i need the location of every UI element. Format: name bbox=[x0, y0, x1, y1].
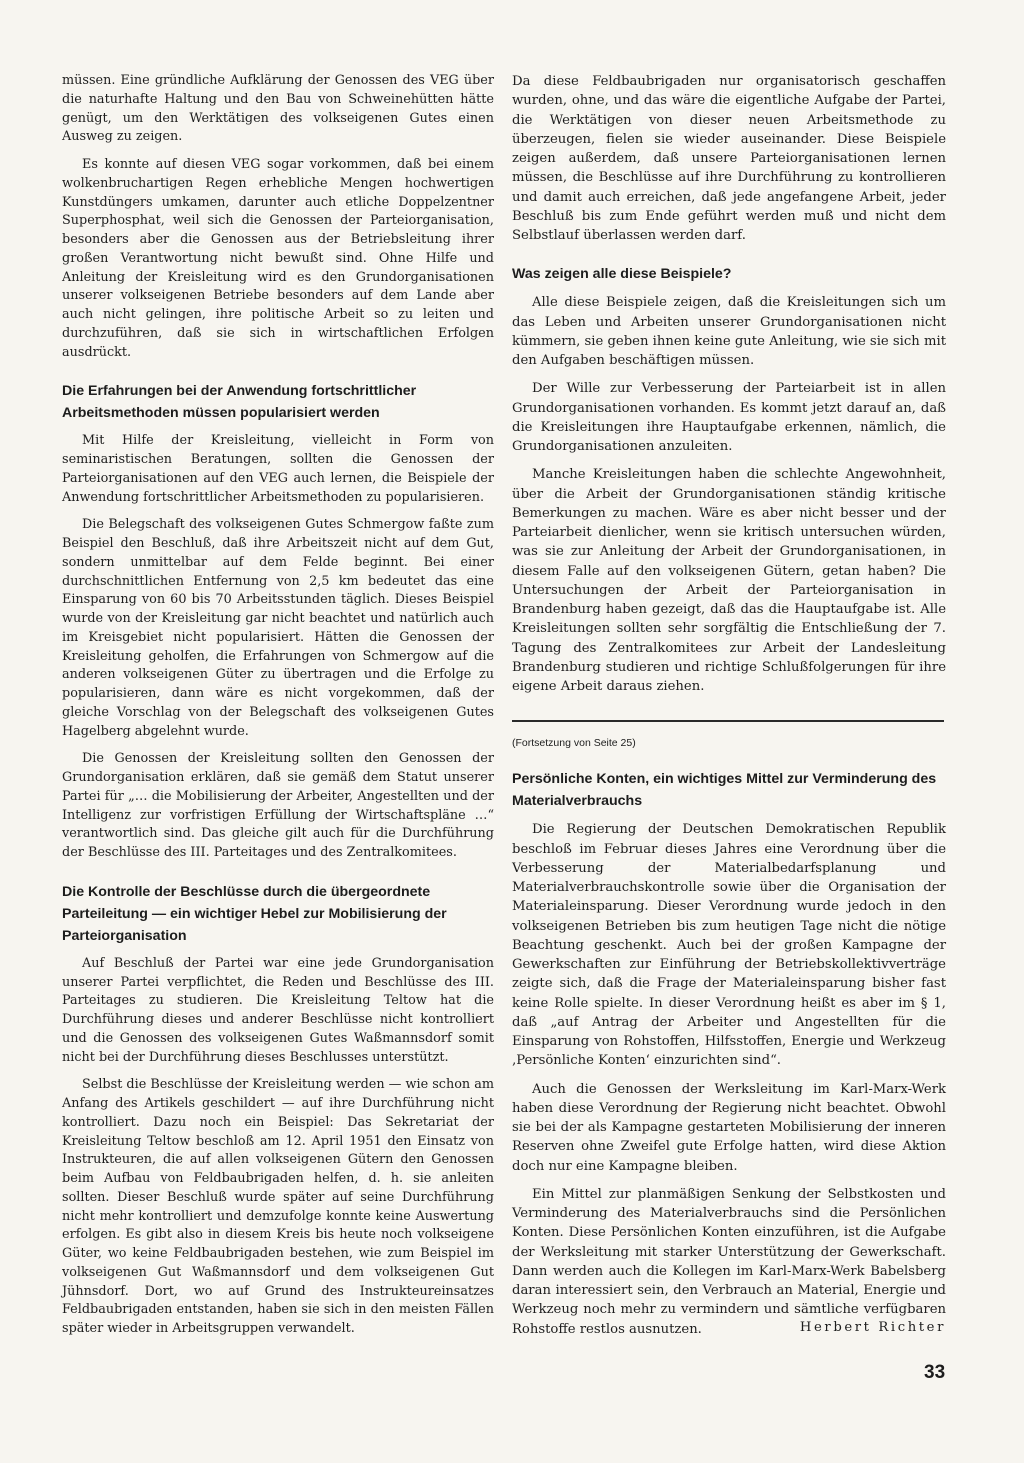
paragraph: Die Genossen der Kreisleitung sollten den Genossen der Grundorganisation erklären, daß sie gemäß dem Statut unserer Partei für „… die Mobilisierung der Arbeiter, Angestellten und der Intelligenz zur vorfristigen Erfüllung der Wirtschaftspläne …“ verantwortlich sind. Das gleiche gilt auch für die Durchführung der Beschlüsse des III. Parteitages und des Zentralkomitees. bbox=[62, 751, 494, 860]
paragraph: Mit Hilfe der Kreisleitung, vielleicht in Form von seminaristischen Beratungen, sollten die Genossen der Parteiorganisationen auf den VEG auch lernen, die Beispiele der Anwendung fortschrittlicher Arbeitsmethoden zu popularisieren. bbox=[62, 433, 494, 505]
section-divider bbox=[512, 720, 944, 722]
continuation-note: (Fortsetzung von Seite 25) bbox=[512, 737, 636, 750]
section-heading: Was zeigen alle diese Beispiele? bbox=[512, 266, 732, 283]
left-column bbox=[62, 72, 494, 1339]
paragraph: Alle diese Beispiele zeigen, daß die Kreisleitungen sich um das Leben und Arbeiten unserer Grundorganisationen nicht kümmern, sie geben ihnen keine gute Anleitung, wie sie sich mit den Aufgaben beschäftigen müssen. bbox=[512, 295, 946, 368]
paragraph: Selbst die Beschlüsse der Kreisleitung werden — wie schon am Anfang des Artikels geschildert — auf ihre Durchführung nicht kontrolliert. Dazu noch ein Beispiel: Das Sekretariat der Kreisleitung Teltow beschloß am 12. April 1951 den Einsatz von Instrukteuren, die auf allen volkseigenen Gütern den Genossen beim Aufbau von Feldbaubrigaden helfen, d. h. sie anleiten sollten. Dieser Beschluß wurde später auf seine Durchführung nicht mehr kontrolliert und demzufolge konnte keine Auswertung erfolgen. Es gibt also in diesem Kreis bis heute noch volkseigene Güter, wo keine Feldbaubrigaden bestehen, wie zum Beispiel im volkseigenen Gut Waßmannsdorf und dem volkseigenen Gut Jühnsdorf. Dort, wo auf Grund des Instrukteureinsatzes Feldbaubrigaden entstanden, haben sie sich in den meisten Fällen später wieder in Arbeitsgruppen verwandelt. bbox=[62, 1077, 494, 1336]
paragraph: Auch die Genossen der Werksleitung im Karl-Marx-Werk haben diese Verordnung der Regierung nicht beachtet. Obwohl sie bei der als Kampagne gestarteten Mobilisierung der inneren Reserven ohne Zweifel gute Erfolge hatten, wird diese Aktion doch nur eine Kampagne bleiben. bbox=[512, 1081, 946, 1174]
paragraph: müssen. Eine gründliche Aufklärung der Genossen des VEG über die naturhafte Haltung und den Bau von Schweinehütten hätte genügt, um den Werktätigen des volkseigenen Gutes einen Ausweg zu zeigen. bbox=[62, 73, 494, 145]
paragraph: Der Wille zur Verbesserung der Parteiarbeit ist in allen Grundorganisationen vorhanden. Es kommt jetzt darauf an, daß die Kreisleitungen ihre Hauptaufgabe erkennen, nämlich, die Grundorganisationen anzuleiten. bbox=[512, 381, 946, 454]
section-heading: Die Kontrolle der Beschlüsse durch die übergeordnete Parteileitung — ein wichtiger Hebel zur Mobilisierung der Parteiorganisation bbox=[62, 883, 447, 944]
paragraph: Manche Kreisleitungen haben die schlechte Angewohnheit, über die Arbeit der Grundorganisationen ständig kritische Bemerkungen zu machen. Wäre es aber nicht besser und der Parteiarbeit dienlicher, wenn sie kritisch untersuchen würden, was sie zur Anleitung der Arbeit der Grundorganisationen, in diesem Falle auf den volkseigenen Gütern, getan haben? Die Untersuchungen der Arbeit der Parteiorganisation in Brandenburg haben gezeigt, daß das die Hauptaufgabe ist. Alle Kreisleitungen sollten sehr sorgfältig die Entschließung der 7. Tagung des Zentralkomitees zur Arbeit der Landesleitung Brandenburg studieren und richtige Schlußfolgerungen für ihre eigene Arbeit daraus ziehen. bbox=[512, 467, 946, 694]
paragraph: Auf Beschluß der Partei war eine jede Grundorganisation unserer Partei verpflichtet, die Reden und Beschlüsse des III. Parteitages zu studieren. Die Kreisleitung Teltow hat die Durchführung dieses und anderer Beschlüsse nicht kontrolliert und die Genossen des volkseigenen Gutes Waßmannsdorf somit nicht bei der Durchführung dieses Beschlusses unterstützt. bbox=[62, 955, 494, 1065]
section-heading: Die Erfahrungen bei der Anwendung fortschrittlicher Arbeitsmethoden müssen popularisiert werden bbox=[62, 383, 417, 422]
page-number: 33 bbox=[924, 1362, 946, 1383]
paragraph: Die Belegschaft des volkseigenen Gutes Schmergow faßte zum Beispiel den Beschluß, daß ihre Arbeitszeit nicht auf dem Gut, sondern unmittelbar auf dem Felde beginnt. Bei einer durchschnittlichen Entfernung von 2,5 km bedeutet das eine Einsparung von 60 bis 70 Arbeitsstunden täglich. Dieses Beispiel wurde von der Kreisleitung gar nicht beachtet und natürlich auch im Kreisgebiet nicht popularisiert. Hätten die Genossen der Kreisleitung geholfen, die Erfahrungen von Schmergow auf die anderen volkseigenen Güter zu übertragen und die Erfolge zu popularisieren, dann wäre es nicht vorgekommen, daß der gleiche Vorschlag von der Belegschaft des volkseigenen Gutes Hagelberg abgelehnt wurde. bbox=[62, 517, 494, 739]
paragraph: Es konnte auf diesen VEG sogar vorkommen, daß bei einem wolkenbruchartigen Regen erhebliche Mengen hochwertigen Kunstdüngers umkamen, darunter auch etliche Doppelzentner Superphosphat, weil sich die Genossen der Parteiorganisation, besonders aber die Genossen aus der Betriebsleitung ihrer großen Verantwortung nicht bewußt sind. Ohne Hilfe und Anleitung der Kreisleitung wird es den Grundorganisationen unserer volkseigenen Betriebe besonders auf dem Lande aber auch nicht gelingen, ihre politische Arbeit so zu leiten und durchzuführen, daß sie sich in wirtschaftlichen Erfolgen ausdrückt. bbox=[62, 157, 494, 360]
paragraph: Da diese Feldbaubrigaden nur organisatorisch geschaffen wurden, ohne, und das wäre die eigentliche Aufgabe der Partei, die Werktätigen von dieser neuen Arbeitsmethode zu überzeugen, fielen sie wieder auseinander. Diese Beispiele zeigen außerdem, daß unsere Parteiorganisationen lernen müssen, die Beschlüsse auf ihre Durchführung zu kontrollieren und damit auch erreichen, daß jede angefangene Arbeit, jeder Beschluß bis zum Ende geführt werden muß und nicht dem Selbstlauf überlassen werden darf. bbox=[512, 74, 946, 243]
right-column bbox=[512, 72, 946, 1337]
paragraph: Ein Mittel zur planmäßigen Senkung der Selbstkosten und Verminderung des Materialverbrauchs sind die Persönlichen Konten. Diese Persönlichen Konten einzuführen, ist die Aufgabe der Werksleitung mit starker Unterstützung der Gewerkschaft. Dann werden auch die Kollegen im Karl-Marx-Werk Babelsberg daran interessiert sein, den Verbrauch an Material, Energie und Werkzeug noch mehr zu vermindern und sämtliche verfügbaren Rohstoffe restlos ausnutzen. bbox=[512, 1186, 946, 1337]
author-signature: Herbert Richter bbox=[799, 1319, 946, 1335]
paragraph: Die Regierung der Deutschen Demokratischen Republik beschloß im Februar dieses Jahres eine Verordnung über die Verbesserung der Materialbedarfsplanung und Materialverbrauchskontrolle sowie über die Organisation der Materialeinsparung. Dieser Verordnung wurde jedoch in den volkseigenen Betrieben bis zum heutigen Tage nicht die nötige Beachtung geschenkt. Auch bei der großen Kampagne der Gewerkschaften zur Einführung der Betriebskollektivverträge zeigte sich, daß die Frage der Materialeinsparung bisher fast keine Rolle spielte. In dieser Verordnung heißt es aber im § 1, daß „auf Antrag der Arbeiter und Angestellten für die Einsparung von Rohstoffen, Hilfsstoffen, Energie und Werkzeug ‚Persönliche Konten‘ einzurichten sind“. bbox=[512, 822, 946, 1069]
section-heading: Persönliche Konten, ein wichtiges Mittel zur Verminderung des Materialverbrauchs bbox=[512, 771, 937, 810]
